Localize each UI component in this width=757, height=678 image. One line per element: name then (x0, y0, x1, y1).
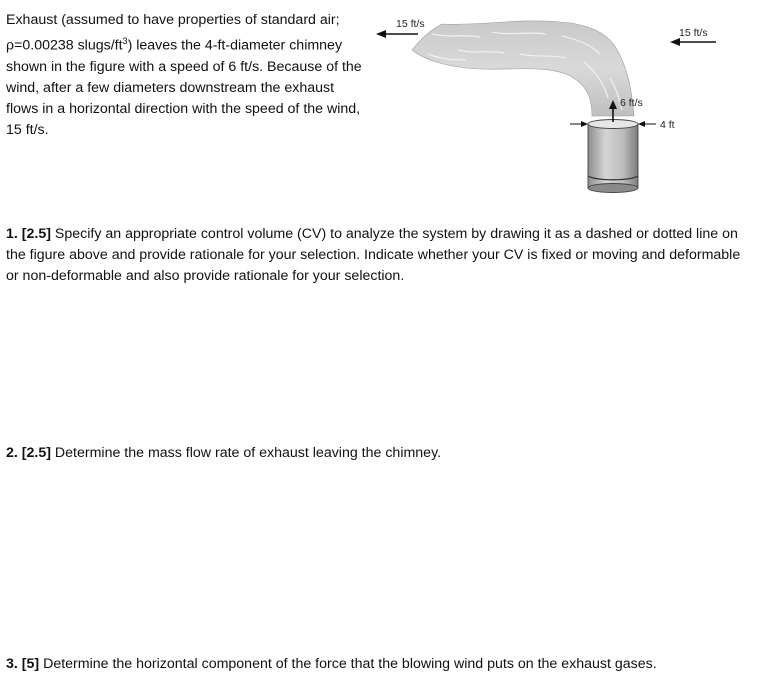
question-1-text: Specify an appropriate control volume (CV) to analyze the system by drawing it as a dashed or dotted line on the figure above and provide rationale for your selection. Indicate whether your CV is fixed or moving and deformable or non-deformable and also provide rationale for your selection. (6, 226, 741, 284)
question-1-number: 1. (6, 226, 18, 242)
question-2-points: [2.5] (21, 445, 51, 461)
exit-speed-label: 6 ft/s (620, 97, 643, 109)
chimney-figure (370, 4, 750, 204)
cubic-exponent: 3 (122, 36, 128, 46)
wind-speed-label-left: 15 ft/s (396, 18, 425, 30)
question-1-points: [2.5] (21, 226, 51, 242)
wind-arrow-left-head (376, 30, 386, 38)
diameter-arrow-left-head (581, 121, 588, 127)
rho-value: =0.00238 slugs/ft (14, 37, 123, 54)
problem-statement (6, 10, 366, 141)
question-2-number: 2. (6, 445, 18, 461)
diameter-arrow-right-head (638, 121, 645, 127)
question-2 (6, 443, 754, 464)
question-2-text: Determine the mass flow rate of exhaust leaving the chimney. (54, 445, 442, 461)
question-3-points: [5] (21, 656, 40, 672)
question-3-number: 3. (6, 656, 18, 672)
rho-symbol: ρ (6, 37, 15, 54)
diameter-label: 4 ft (660, 119, 675, 131)
wind-speed-label-right: 15 ft/s (679, 27, 708, 39)
chimney-diagram (370, 4, 750, 204)
question-3-text: Determine the horizontal component of the force that the blowing wind puts on the exhaust gases. (43, 656, 657, 672)
chimney-base (588, 184, 638, 193)
intro-tail: ) leaves the 4-ft-diameter chimney shown in the figure with a speed of 6 ft/s. Because of the wind, after a few diameters downstream the exhaust flows in a horizontal direction with the speed of the wind, 15 ft/s. (6, 37, 362, 138)
intro-lead: Exhaust (assumed to have properties of standard air; (6, 12, 340, 28)
question-1 (6, 224, 754, 287)
problem-text (6, 10, 366, 141)
question-3 (6, 654, 754, 675)
wind-arrow-right-head (670, 38, 680, 46)
